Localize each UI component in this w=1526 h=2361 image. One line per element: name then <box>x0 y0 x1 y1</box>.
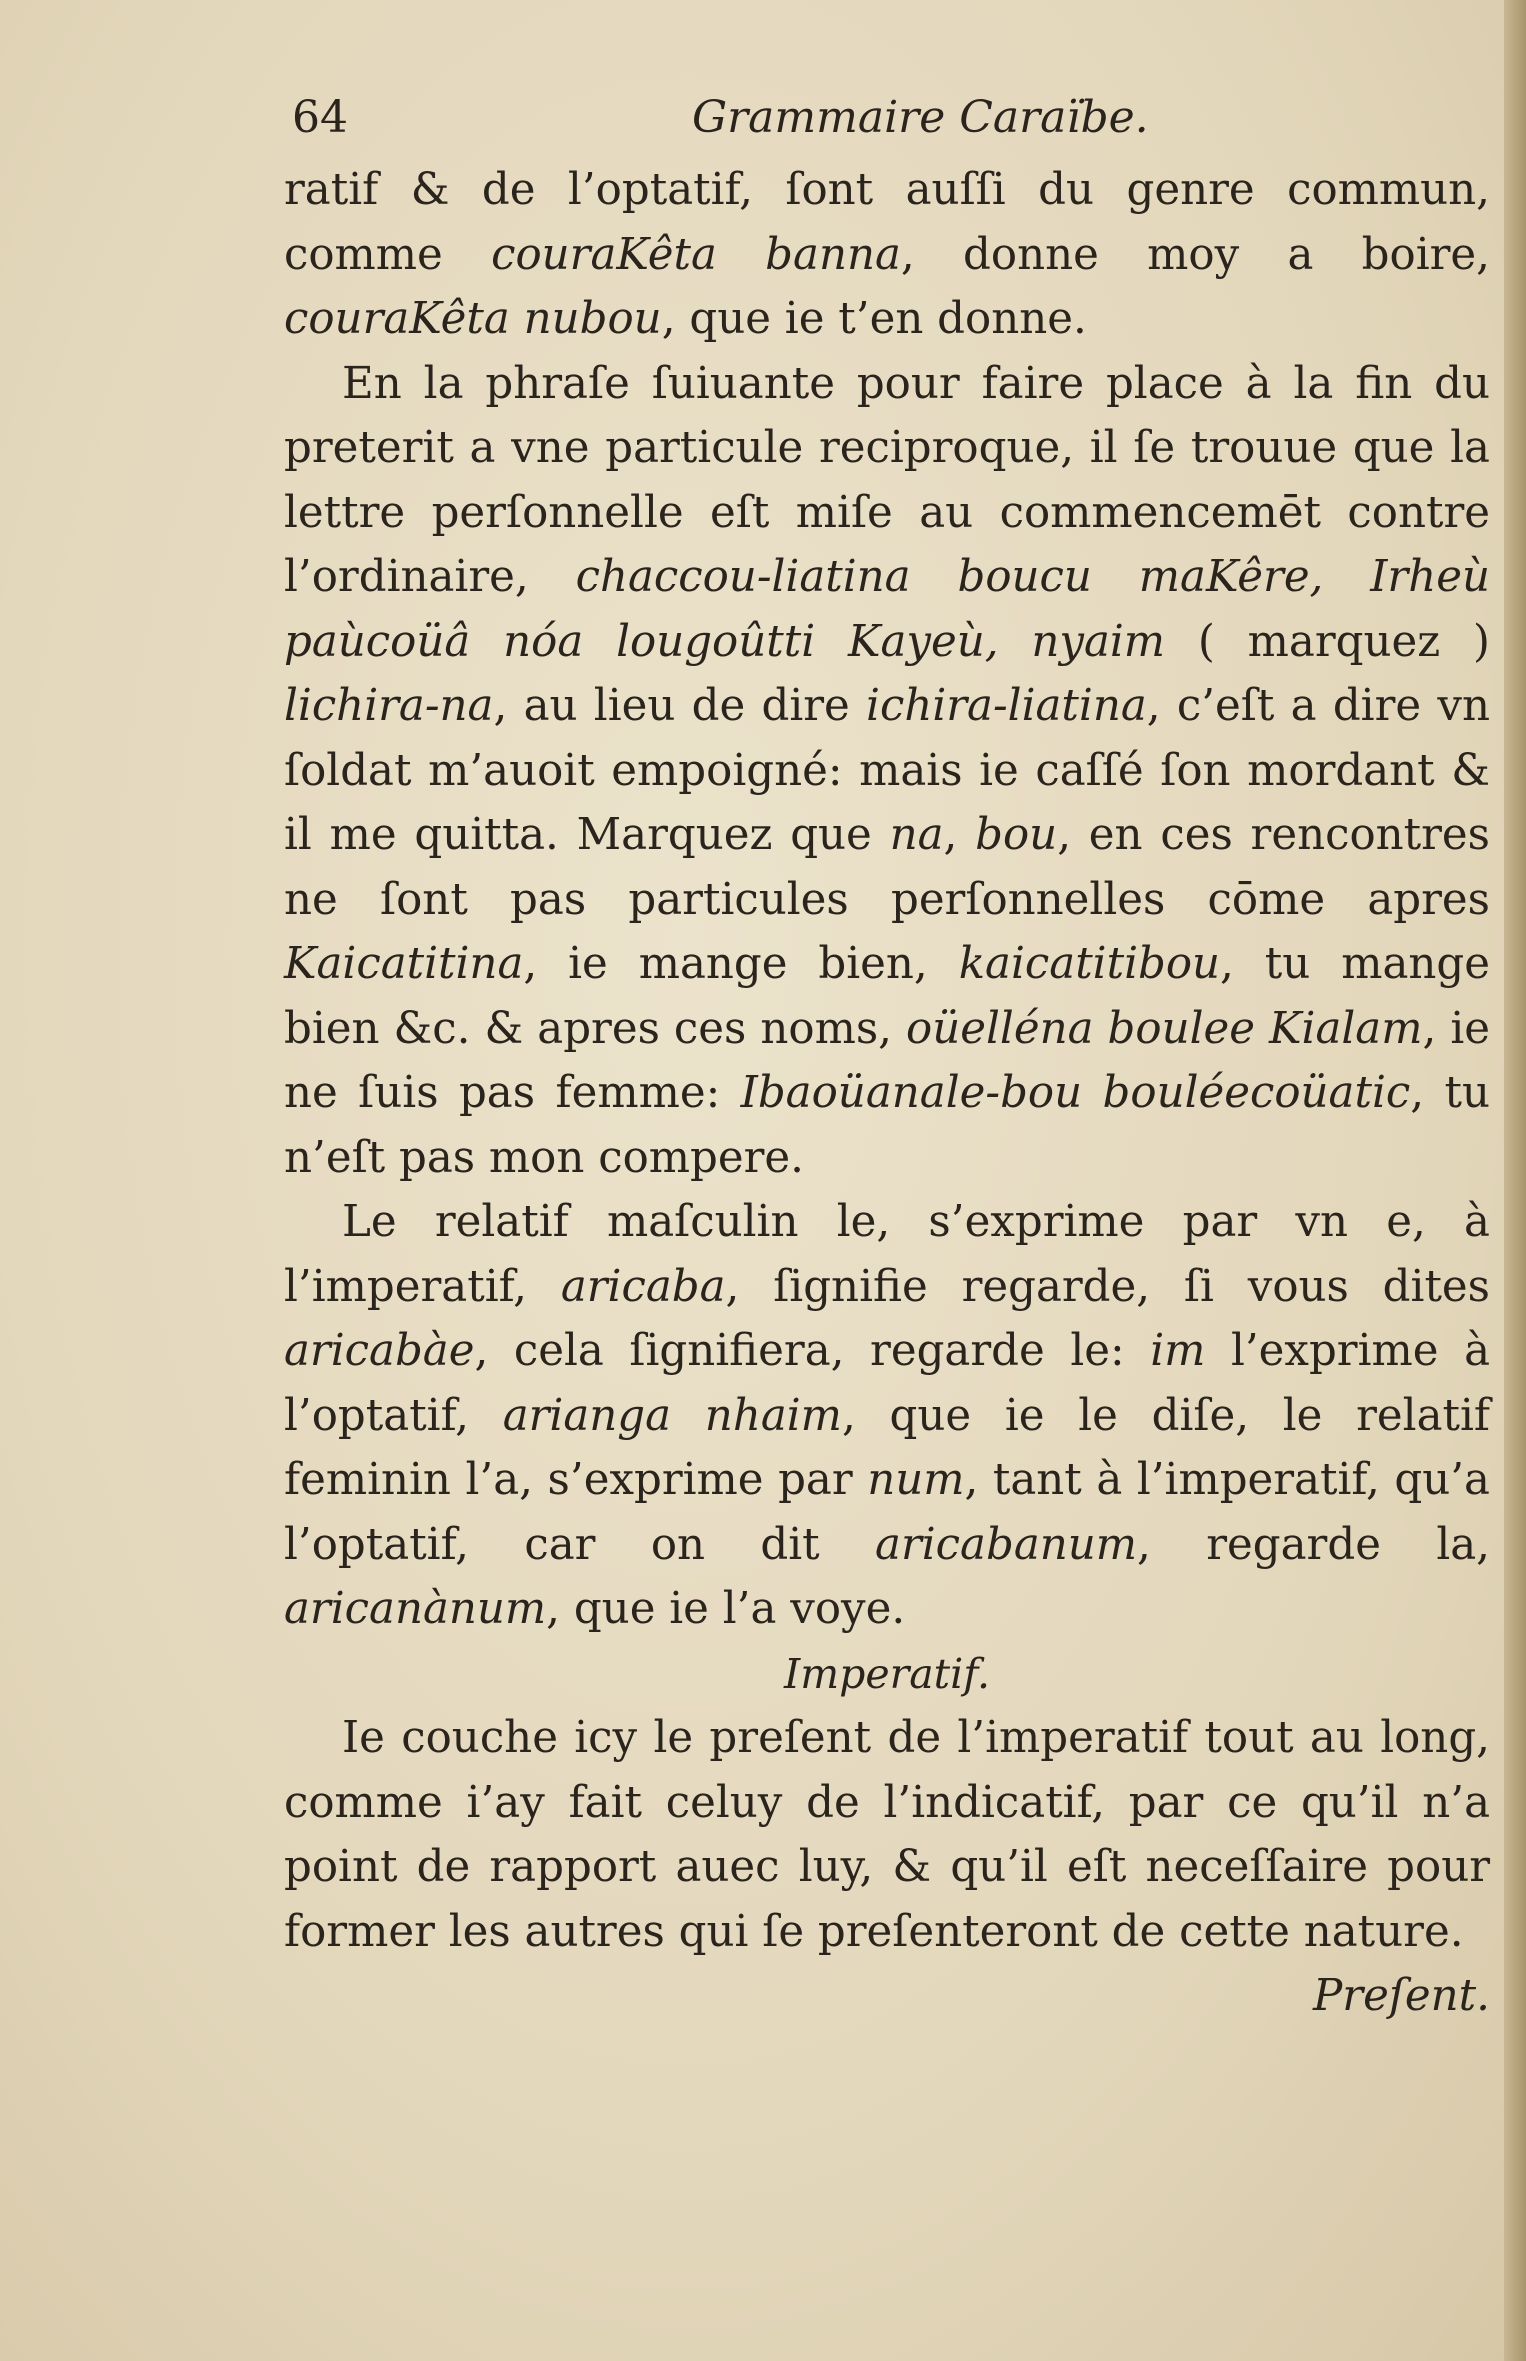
text-block <box>284 158 1490 2029</box>
text-run: ( marquez ) <box>1165 616 1490 667</box>
text-run: , donne moy a boire, <box>900 229 1490 280</box>
running-title: Grammaire Caraïbe. <box>692 92 1149 143</box>
text-run: , que ie t’en donne. <box>661 294 1087 344</box>
carib-term: aricaba <box>560 1261 726 1312</box>
carib-term: couraKêta banna <box>491 229 901 280</box>
carib-term: aricabàe <box>284 1326 475 1376</box>
text-run: Le relatif maſculin le, s’exprime par vn e, à l’imperatif, <box>284 1197 1490 1312</box>
text-run: , regarde la, <box>1137 1519 1490 1570</box>
carib-term: chaccou-liatina boucu maKêre, Irheù paùcoüâ nóa lougoûtti Kayeù, nyaim <box>284 552 1490 667</box>
carib-term: couraKêta nubou <box>284 294 662 344</box>
text-run: ratif & de l’optatif, ſont auſſi du genre commun, comme <box>284 165 1490 280</box>
text-run: , tu n’eſt pas mon compere. <box>284 1068 1490 1183</box>
carib-term: num <box>867 1455 965 1505</box>
text-run: Ie couche icy le preſent de l’imperatif tout au long, comme i’ay fait celuy de l’indicatif, par ce qu’il n’a point de rapport auec luy, & qu’il eſt neceſſaire pour former les autres qui ſe preſenteront de cette nature. <box>284 1713 1490 1957</box>
text-run: , que ie le diſe, le relatif feminin l’a, s’exprime par <box>284 1390 1491 1505</box>
page-gutter-shadow <box>1504 0 1526 2361</box>
carib-term: ichira-liatina <box>866 681 1147 731</box>
catchword: Preſent. <box>1313 1971 1490 2021</box>
carib-term: Ibaoüanale-bou bouléecoüatic <box>740 1068 1411 1118</box>
text-run: , au lieu de dire <box>493 681 867 731</box>
carib-term: lichira-na <box>284 681 494 731</box>
text-run: , ie mange bien, <box>523 939 959 989</box>
text-run: En la phraſe ſuiuante pour faire place à la fin du preterit a vne particule reciproque, il ſe trouue que la lettre perſonnelle eſt miſe au commencemēt contre l’ordinaire, <box>284 358 1490 602</box>
carib-term: im <box>1150 1326 1206 1376</box>
carib-term: Kaicatitina <box>284 939 524 989</box>
text-run: , en ces rencontres ne ſont pas particules perſonnelles cōme apres <box>284 810 1490 925</box>
paragraph-4 <box>284 1706 1490 1964</box>
text-run: , c’eſt a dire vn ſoldat m’auoit empoigné: mais ie caſſé ſon mordant & il me quitta. Marquez que <box>284 681 1490 860</box>
carib-term: na <box>889 810 944 860</box>
carib-term: oüelléna boulee Kialam <box>906 1003 1423 1054</box>
carib-term: aricabanum <box>875 1519 1138 1570</box>
paragraph-3 <box>284 1190 1490 1642</box>
text-run: , que ie l’a voye. <box>546 1584 906 1634</box>
paragraph-2 <box>284 352 1490 1191</box>
carib-term: bou <box>975 810 1058 860</box>
text-run: , cela ſignifiera, regarde le: <box>474 1326 1151 1376</box>
carib-term: arianga nhaim <box>502 1390 842 1441</box>
paragraph-1 <box>284 158 1490 352</box>
carib-term: kaicatitibou <box>958 939 1221 989</box>
text-run: , ſignifie regarde, ſi vous dites <box>725 1261 1490 1312</box>
text-run: , <box>943 810 976 860</box>
text-run: , ie ne ſuis pas femme: <box>284 1003 1491 1118</box>
page-number: 64 <box>292 92 348 143</box>
carib-term: aricanànum <box>284 1584 547 1634</box>
text-run: , tu mange bien &c. & apres ces noms, <box>284 939 1490 1054</box>
page-header <box>292 92 1492 162</box>
text-run: l’exprime à l’optatif, <box>284 1326 1491 1441</box>
section-heading: Imperatif. <box>784 1649 990 1698</box>
text-run: , tant à l’imperatif, qu’a l’optatif, car on dit <box>284 1455 1490 1570</box>
